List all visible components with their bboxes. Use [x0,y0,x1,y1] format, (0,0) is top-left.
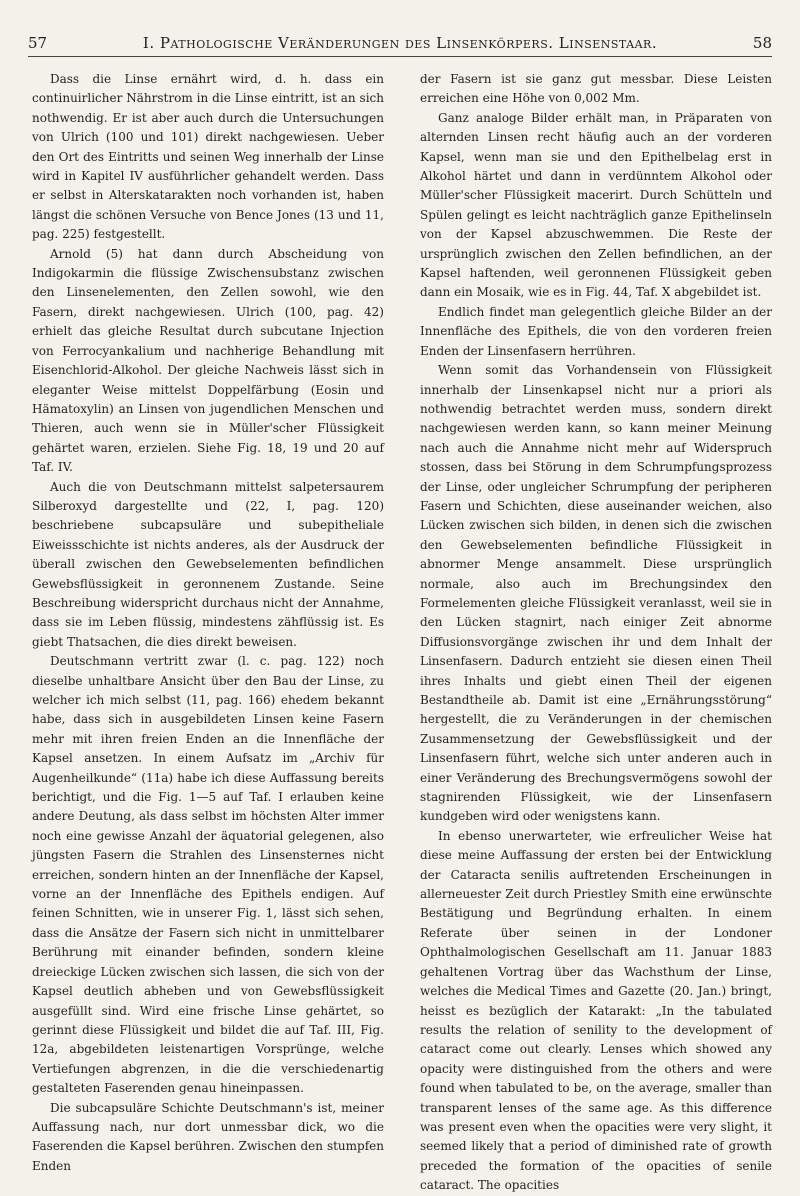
page-number-right: 58 [752,34,772,52]
paragraph: Auch die von Deutschmann mittelst salpetersaurem Silberoxyd dargestellte und (22, I, pag. 120) beschriebene subcapsuläre und subepitheliale Eiweissschichte ist nichts anderes, als der Ausdruck der überall zwischen den Gewebselementen befindlichen Gewebsflüssigkeit in geronnenem Zustande. Seine Beschreibung widerspricht durchaus nicht der Annahme, dass sie im Leben flüssig, mindestens zähflüssig ist. Es giebt Thatsachen, die dies direkt beweisen. [32,479,384,649]
left-column [32,70,384,1173]
paragraph: Arnold (5) hat dann durch Abscheidung von Indigokarmin die flüssige Zwischensubstanz zwischen den Linsenelementen, den Zellen sowohl, wie den Fasern, direkt nachgewiesen. Ulrich (100, pag. 42) erhielt das gleiche Resultat durch subcutane Injection von Ferrocyankalium und nachherige Behandlung mit Eisenchlorid-Alkohol. Der gleiche Nachweis lässt sich in eleganter Weise mittelst Doppelfärbung (Eosin und Hämatoxylin) an Linsen von jugendlichen Menschen und Thieren, auch wenn sie in Müller'scher Flüssigkeit gehärtet waren, erzielen. Siehe Fig. 18, 19 und 20 auf Taf. IV. [32,246,384,475]
paragraph: Ganz analoge Bilder erhält man, in Präparaten von alternden Linsen recht häufig auch an der vorderen Kapsel, wenn man sie und den Epithelbelag erst in Alkohol härtet und dann in verdünntem Alkohol oder Müller'scher Flüssigkeit macerirt. Durch Schütteln und Spülen gelingt es leicht nachträglich ganze Epithelinseln von der Kapsel abzuschwemmen. Die Reste der ursprünglich zwischen den Zellen befindlichen, an der Kapsel haftenden, weil geronnenen Flüssigkeit geben dann ein Mosaik, wie es in Fig. 44, Taf. X abgebildet ist. [420,110,772,300]
paragraph: der Fasern ist sie ganz gut messbar. Diese Leisten erreichen eine Höhe von 0,002 Mm. [420,72,772,106]
paragraph: Endlich findet man gelegentlich gleiche Bilder an der Innenfläche des Epithels, die von den vorderen freien Enden der Linsenfasern herrühren. [420,304,772,358]
page-number-left: 57 [28,34,48,52]
text-columns [28,70,772,1193]
paragraph: Wenn somit das Vorhandensein von Flüssigkeit innerhalb der Linsenkapsel nicht nur a priori als nothwendig betrachtet werden muss, sondern direkt nachgewiesen werden kann, so kann meiner Meinung nach auch die Annahme nicht mehr auf Widerspruch stossen, dass bei Störung in dem Schrumpfungsprozess der Linse, oder ungleicher Schrumpfung der peripheren Fasern und Schichten, diese auseinander weichen, also Lücken zwischen sich bilden, in denen sich die zwischen den Gewebselementen befindliche Flüssigkeit in abnormer Menge ansammelt. Diese ursprünglich normale, also auch im Brechungsindex den Formelementen gleiche Flüssigkeit veranlasst, weil sie in den Lücken stagnirt, nach einiger Zeit abnorme Diffusionsvorgänge zwischen ihr und dem Inhalt der Linsenfasern. Dadurch entzieht sie diesen einen Theil ihres Inhalts und giebt einen Theil der eigenen Bestandtheile ab. Damit ist eine „Ernährungsstörung“ hergestellt, die zu Veränderungen in der chemischen Zusammensetzung der Gewebsflüssigkeit und der Linsenfasern führt, welche sich unter anderen auch in einer Veränderung des Brechungsvermögens sowohl der stagnirenden Flüssigkeit, wie der Linsenfasern kundgeben wird oder wenigstens kann. [420,363,772,824]
paragraph: In ebenso unerwarteter, wie erfreulicher Weise hat diese meine Auffassung der ersten bei der Entwicklung der Cataracta senilis auftretenden Erscheinungen in allerneuester Zeit durch Priestley Smith eine erwünschte Bestätigung und Begründung erhalten. In einem Referate über seinen in der Londoner Ophthalmologischen Gesellschaft am 11. Januar 1883 gehaltenen Vortrag über das Wachsthum der Linse, welches die Medical Times and Gazette (20. Jan.) bringt, heisst es bezüglich der Katarakt: „In the tabulated results the relation of senility to the development of cataract come out clearly. Lenses which showed any opacity were distinguished from the others and were found when tabulated to be, on the average, smaller than transparent lenses of the same age. As this difference was present even when the opacities were very slight, it seemed likely that a period of diminished rate of growth preceded the formation of the opacities of senile cataract. The opacities [420,828,772,1193]
paragraph: Deutschmann vertritt zwar (l. c. pag. 122) noch dieselbe unhaltbare Ansicht über den Bau der Linse, zu welcher ich mich selbst (11, pag. 166) ehedem bekannt habe, dass sich in ausgebildeten Linsen keine Fasern mehr mit ihren freien Enden an die Innenfläche der Kapsel ansetzen. In einem Aufsatz im „Archiv für Augenheilkunde“ (11a) habe ich diese Auffassung bereits berichtigt, und die Fig. 1—5 auf Taf. I erlauben keine andere Deutung, als dass selbst im höchsten Alter immer noch eine gewisse Anzahl der äquatorial gelegenen, also jüngsten Fasern die Strahlen des Linsensternes nicht erreichen, sondern hinten an der Innenfläche der Kapsel, vorne an der Innenfläche des Epithels endigen. Auf feinen Schnitten, wie in unserer Fig. 1, lässt sich sehen, dass die Ansätze der Fasern sich nicht in unmittelbarer Berührung mit einander befinden, sondern kleine dreieckige Lücken zwischen sich lassen, die sich von der Kapsel deutlich abheben und von Gewebsflüssigkeit ausgefüllt sind. Wird eine frische Linse gehärtet, so gerinnt diese Flüssigkeit und bildet die auf Taf. III, Fig. 12a, abgebildeten leistenartigen Vorsprünge, welche Vertiefungen abgrenzen, in die die verschiedenartig gestalteten Faserenden genau hineinpassen. [32,654,384,1096]
right-column [420,70,772,1193]
paragraph: Die subcapsuläre Schichte Deutschmann's ist, meiner Auffassung nach, nur dort unmessbar dick, wo die Faserenden die Kapsel berühren. Zwischen den stumpfen Enden [32,1100,384,1173]
running-title: I. Pathologische Veränderungen des Linsenkörpers. Linsenstaar. [142,34,658,52]
paragraph: Dass die Linse ernährt wird, d. h. dass ein continuirlicher Nährstrom in die Linse eintritt, ist an sich nothwendig. Er ist aber auch durch die Untersuchungen von Ulrich (100 und 101) direkt nachgewiesen. Ueber den Ort des Eintritts und seinen Weg innerhalb der Linse wird in Kapitel IV ausführlicher gehandelt werden. Dass er selbst in Alterskatarakten noch vorhanden ist, haben längst die schönen Versuche von Bence Jones (13 und 11, pag. 225) festgestellt. [32,72,384,242]
running-header [28,30,772,57]
